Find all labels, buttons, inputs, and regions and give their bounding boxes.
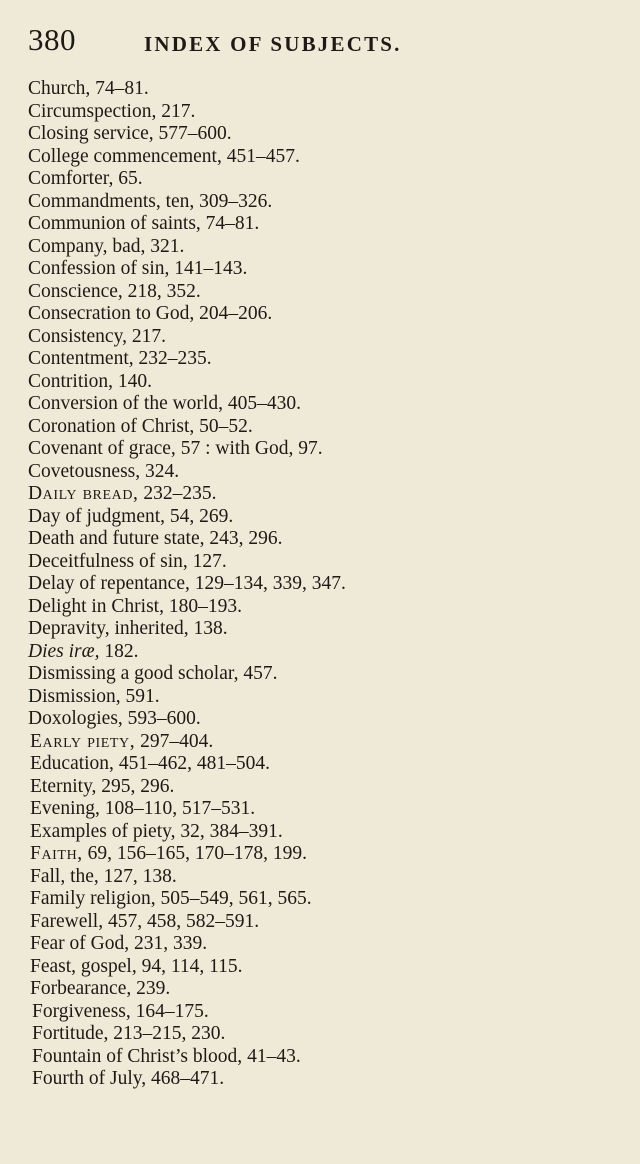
entry-locator: 138. <box>193 618 228 639</box>
index-entry <box>0 753 640 776</box>
entry-heading: Family religion, <box>30 888 156 909</box>
entry-locator: 182. <box>104 640 139 662</box>
entry-locator: 297–404. <box>140 730 214 752</box>
entry-locator: 129–134, 339, 347. <box>194 573 346 594</box>
entry-heading: Death and future state, <box>28 528 205 549</box>
entry-locator: 141–143. <box>174 258 248 279</box>
index-entry <box>0 78 640 101</box>
entry-heading: Comforter, <box>28 168 114 189</box>
entry-heading: Fall, the, <box>30 865 99 887</box>
entry-heading: Feast, gospel, <box>30 955 137 977</box>
index-entry <box>0 416 640 439</box>
entry-heading: Farewell, <box>30 910 104 932</box>
index-entry <box>0 461 640 484</box>
index-entry <box>0 708 640 731</box>
index-entry <box>0 213 640 236</box>
entry-locator: 295, 296. <box>101 775 175 797</box>
entry-locator: 204–206. <box>199 303 273 324</box>
entry-heading: Company, bad, <box>28 235 146 257</box>
entry-heading: Conversion of the world, <box>28 393 223 414</box>
entry-heading: Day of judgment, <box>28 505 166 527</box>
entry-heading: Fortitude, <box>32 1023 109 1044</box>
entry-locator: 140. <box>117 370 153 392</box>
entry-locator: 232–235. <box>138 348 212 369</box>
index-entry <box>0 393 640 416</box>
entry-heading: Covenant of grace, <box>28 438 176 459</box>
entry-heading: Fourth of July, <box>32 1068 147 1089</box>
index-entry <box>0 168 640 191</box>
entry-locator: 591. <box>125 685 160 707</box>
index-entry <box>0 618 640 641</box>
entry-heading: Commandments, ten, <box>28 190 195 212</box>
entry-locator: 239. <box>136 978 171 999</box>
entry-heading: Evening, <box>30 798 100 819</box>
entry-locator: 127. <box>192 550 227 572</box>
entry-locator: 127, 138. <box>103 865 177 887</box>
entry-heading: Forgiveness, <box>32 1000 131 1022</box>
index-entry <box>0 528 640 551</box>
index-entry <box>0 888 640 911</box>
entry-locator: 217. <box>161 100 196 122</box>
index-entry <box>0 348 640 371</box>
entry-heading: Consecration to God, <box>28 303 195 324</box>
entry-locator: 32, 384–391. <box>180 820 283 842</box>
index-entry <box>0 326 640 349</box>
entry-locator: 74–81. <box>205 213 260 234</box>
index-entry <box>0 1001 640 1024</box>
entry-heading: Covetousness, <box>28 460 141 482</box>
entry-heading: College commencement, <box>28 145 222 167</box>
entry-heading: Fountain of Christ’s blood, <box>32 1045 243 1067</box>
index-entry <box>0 281 640 304</box>
index-entry <box>0 798 640 821</box>
entry-heading: Confession of sin, <box>28 258 170 279</box>
entry-locator: 54, 269. <box>169 505 234 527</box>
entry-locator: 457. <box>243 663 278 684</box>
entry-locator: 321. <box>150 235 185 257</box>
running-title: INDEX OF SUBJECTS. <box>144 32 402 56</box>
entry-heading: Consistency, <box>28 325 127 347</box>
entry-locator: 213–215, 230. <box>113 1023 226 1044</box>
entry-heading: Education, <box>30 753 114 774</box>
entry-heading: Delay of repentance, <box>28 573 190 594</box>
index-entry <box>0 1068 640 1091</box>
entry-heading: Dies iræ, <box>28 640 100 662</box>
entry-locator: 217. <box>131 325 166 347</box>
entry-heading: Conscience, <box>28 280 123 302</box>
index-entry <box>0 236 640 259</box>
index-entry <box>0 371 640 394</box>
entry-locator: 164–175. <box>135 1000 209 1022</box>
entry-locator: 108–110, 517–531. <box>104 798 256 819</box>
index-entry <box>0 258 640 281</box>
index-entry <box>0 821 640 844</box>
index-entry <box>0 146 640 169</box>
entry-locator: 41–43. <box>247 1045 301 1067</box>
index-entry <box>0 956 640 979</box>
page-number: 380 <box>28 22 76 57</box>
entry-locator: 74–81. <box>95 78 149 99</box>
entry-locator: 593–600. <box>127 708 201 729</box>
entry-locator: 505–549, 561, 565. <box>160 888 312 909</box>
index-entry <box>0 123 640 146</box>
entry-locator: 451–457. <box>226 145 300 167</box>
index-entry <box>0 483 640 506</box>
index-entry <box>0 663 640 686</box>
index-entry <box>0 686 640 709</box>
entry-locator: 231, 339. <box>133 933 208 954</box>
entry-locator: 232–235. <box>143 483 217 504</box>
entry-heading: Dismission, <box>28 685 121 707</box>
entry-heading: Coronation of Christ, <box>28 415 195 437</box>
entry-heading: Dismissing a good scholar, <box>28 663 239 684</box>
entry-heading: Daily bread, <box>28 483 139 504</box>
entry-heading: Deceitfulness of sin, <box>28 550 188 572</box>
entry-heading: Delight in Christ, <box>28 595 164 617</box>
entry-heading: Closing service, <box>28 123 154 144</box>
index-entry <box>0 978 640 1001</box>
entry-locator: 457, 458, 582–591. <box>107 910 260 932</box>
index-entry <box>0 641 640 664</box>
entry-heading: Eternity, <box>30 775 97 797</box>
entry-heading: Church, <box>28 78 91 99</box>
entry-heading: Fear of God, <box>30 933 130 954</box>
index-entry <box>0 843 640 866</box>
index-entry <box>0 776 640 799</box>
entry-locator: 468–471. <box>151 1068 225 1089</box>
entry-heading: Communion of saints, <box>28 213 201 234</box>
entry-locator: 218, 352. <box>127 280 201 302</box>
entry-locator: 94, 114, 115. <box>141 955 243 977</box>
entry-locator: 65. <box>118 168 143 189</box>
entry-heading: Depravity, inherited, <box>28 618 189 639</box>
entry-locator: 309–326. <box>199 190 273 212</box>
index-entry <box>0 573 640 596</box>
index-entry <box>0 911 640 934</box>
entry-heading: Forbearance, <box>30 978 132 999</box>
entry-locator: 50–52. <box>199 415 253 437</box>
entry-heading: Contrition, <box>28 370 114 392</box>
index-entry <box>0 303 640 326</box>
index-entry <box>0 731 640 754</box>
entry-heading: Doxologies, <box>28 708 123 729</box>
entry-locator: 451–462, 481–504. <box>118 753 270 774</box>
entry-heading: Early piety, <box>30 730 136 752</box>
entry-locator: 180–193. <box>168 595 242 617</box>
entry-heading: Examples of piety, <box>30 820 176 842</box>
entry-locator: 324. <box>145 460 180 482</box>
index-entry <box>0 551 640 574</box>
entry-heading: Faith, <box>30 843 83 864</box>
entry-heading: Circumspection, <box>28 100 157 122</box>
index-entry <box>0 101 640 124</box>
index-entry <box>0 933 640 956</box>
entry-locator: 57 : with God, 97. <box>180 438 323 459</box>
index-entry <box>0 438 640 461</box>
index-entry <box>0 191 640 214</box>
entry-heading: Contentment, <box>28 348 134 369</box>
index-entry <box>0 1023 640 1046</box>
index-entry <box>0 506 640 529</box>
entry-locator: 69, 156–165, 170–178, 199. <box>87 843 308 864</box>
entry-locator: 243, 296. <box>209 528 283 549</box>
index-entry <box>0 866 640 889</box>
entry-locator: 577–600. <box>158 123 232 144</box>
index-entry-list <box>0 78 640 1091</box>
index-entry <box>0 1046 640 1069</box>
entry-locator: 405–430. <box>227 393 301 414</box>
index-entry <box>0 596 640 619</box>
